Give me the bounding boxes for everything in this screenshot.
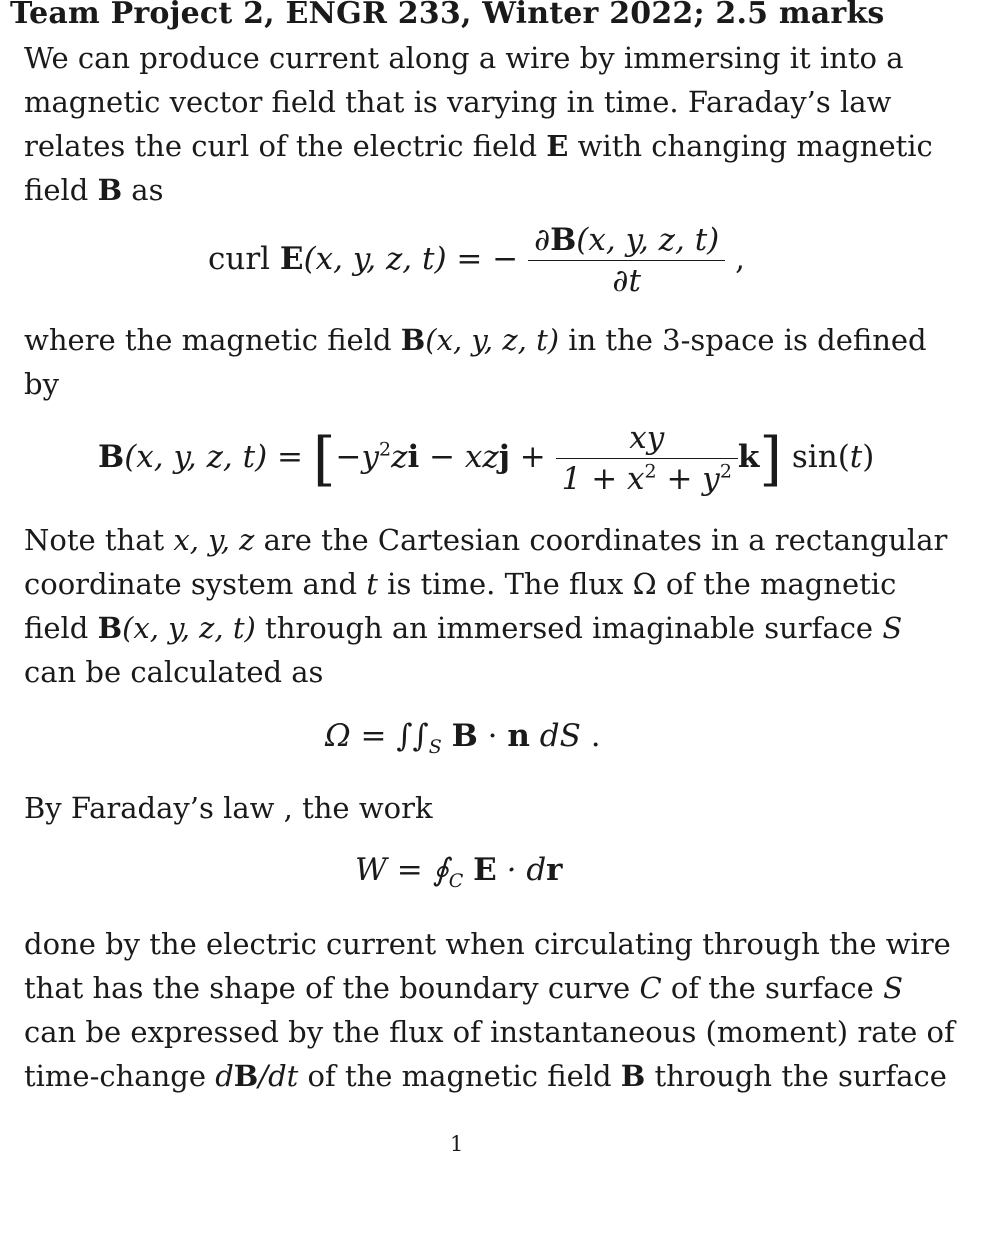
paragraph-intro bbox=[24, 36, 933, 212]
text-line: We can produce current along a wire by immersing it into a bbox=[24, 41, 904, 75]
text-line: can be calculated as bbox=[24, 655, 324, 689]
faraday-law-equation: curl E(x, y, z, t) = − $\frac{\partial B(x, y, z, t)}{\partial t}$ , bbox=[208, 222, 745, 299]
text-line: magnetic vector field that is varying in time. Faraday’s law bbox=[24, 85, 892, 119]
text-line: where the magnetic field B(x, y, z, t) in the 3-space is defined bbox=[24, 323, 927, 357]
text-line: coordinate system and t is time. The flux Ω of the magnetic bbox=[24, 567, 897, 601]
text-line: time-change dB/dt of the magnetic field B through the surface bbox=[24, 1059, 947, 1093]
text-line: Note that x, y, z are the Cartesian coordinates in a rectangular bbox=[24, 523, 948, 557]
page-number: 1 bbox=[450, 1132, 464, 1156]
text-line: By Faraday’s law , the work bbox=[24, 791, 433, 825]
text-line: can be expressed by the flux of instantaneous (moment) rate of bbox=[24, 1015, 955, 1049]
flux-integral-equation: $\Omega = \int\int_S$ B · n dS . bbox=[325, 718, 601, 759]
text-line: field B as bbox=[24, 173, 164, 207]
partial-derivative-fraction: $\frac{\partial B(x, y, z, t)}{\partial t}$ bbox=[528, 220, 725, 301]
text-line: relates the curl of the electric field E with changing magnetic bbox=[24, 129, 933, 163]
magnetic-field-equation: B(x, y, z, $t) = [-y^2zi$ − xzj + $\frac{xy}{1 + x^2 + y^2}$ k] sin(t) bbox=[98, 420, 875, 497]
page-title: Team Project 2, ENGR 233, Winter 2022; 2.5 marks bbox=[10, 0, 885, 31]
text-line: done by the electric current when circulating through the wire bbox=[24, 927, 951, 961]
paragraph-flux bbox=[24, 518, 948, 694]
paragraph-electric-current bbox=[24, 922, 955, 1098]
text-line: field B(x, y, z, t) through an immersed imaginable surface S bbox=[24, 611, 903, 645]
work-line-integral-equation: $W = ∮_C$ E · dr bbox=[355, 852, 563, 893]
text-line: that has the shape of the boundary curve C of the surface S bbox=[24, 971, 903, 1005]
field-fraction: $\frac{xy}{1 + x^2 + y^2}$ bbox=[556, 418, 738, 499]
text-line: by bbox=[24, 367, 59, 401]
paragraph-magnetic-field bbox=[24, 318, 927, 406]
paragraph-work bbox=[24, 786, 888, 830]
